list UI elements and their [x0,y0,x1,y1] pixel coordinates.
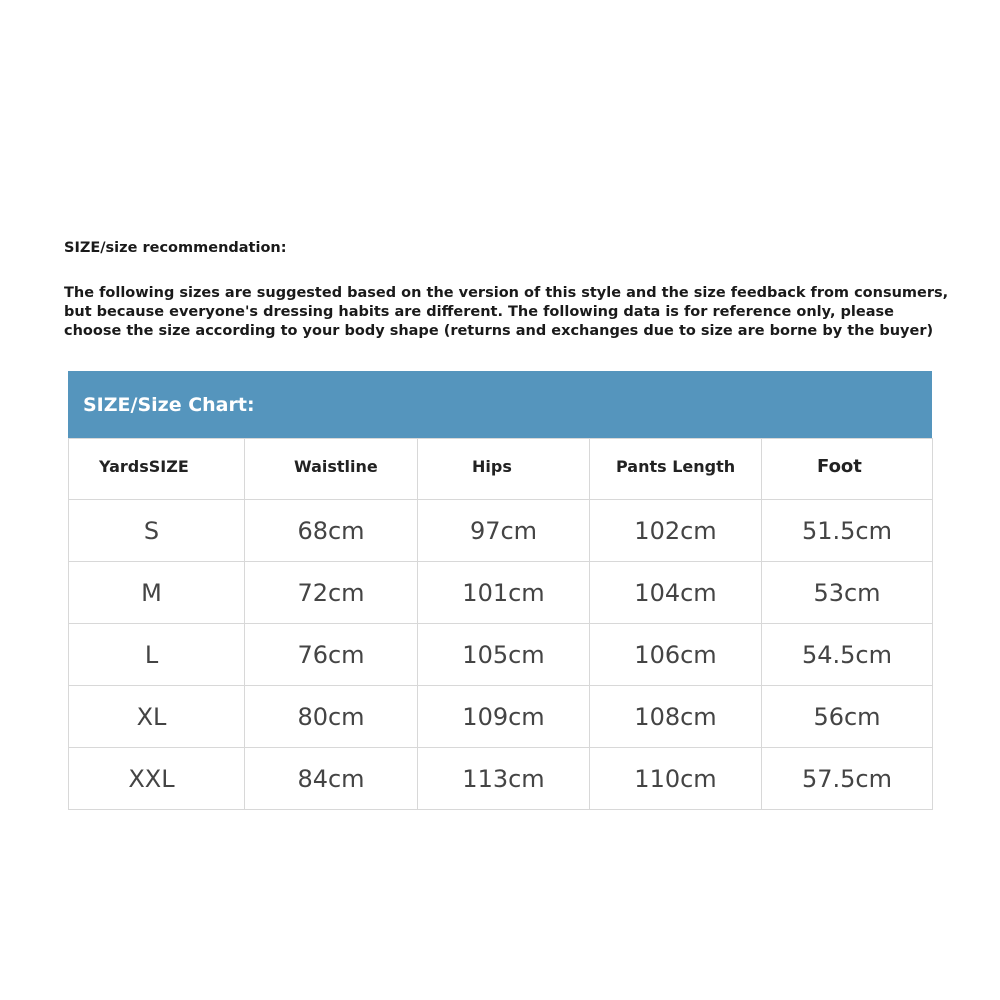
column-header-size: YardsSIZE [69,439,245,500]
cell-pants-length: 102cm [590,500,762,562]
cell-foot: 56cm [762,686,933,748]
cell-size: XXL [69,748,245,810]
cell-pants-length: 106cm [590,624,762,686]
column-header-foot: Foot [762,439,933,500]
cell-pants-length: 104cm [590,562,762,624]
table-row [69,562,933,624]
cell-size: M [69,562,245,624]
cell-size: XL [69,686,245,748]
recommendation-line: The following sizes are suggested based on the version of this style and the size feedback from consumers, [64,285,949,301]
column-header-pants-length: Pants Length [590,439,762,500]
cell-waistline: 84cm [245,748,418,810]
table-row [69,500,933,562]
cell-size: L [69,624,245,686]
column-header-hips: Hips [418,439,590,500]
cell-foot: 57.5cm [762,748,933,810]
cell-foot: 51.5cm [762,500,933,562]
size-chart-header [68,371,932,438]
cell-waistline: 76cm [245,624,418,686]
size-table [68,438,933,810]
table-row [69,624,933,686]
cell-hips: 109cm [418,686,590,748]
column-header-waistline: Waistline [245,439,418,500]
table-row [69,686,933,748]
size-recommendation-text [64,284,949,341]
cell-hips: 113cm [418,748,590,810]
size-recommendation-title: SIZE/size recommendation: [64,240,287,256]
cell-hips: 105cm [418,624,590,686]
table-row [69,748,933,810]
cell-hips: 101cm [418,562,590,624]
table-header-row [69,439,933,500]
recommendation-line: but because everyone's dressing habits are different. The following data is for reference only, please [64,304,894,320]
recommendation-line: choose the size according to your body shape (returns and exchanges due to size are borne by the buyer) [64,323,934,339]
cell-waistline: 68cm [245,500,418,562]
cell-waistline: 72cm [245,562,418,624]
cell-size: S [69,500,245,562]
size-chart [68,371,932,810]
cell-pants-length: 108cm [590,686,762,748]
cell-pants-length: 110cm [590,748,762,810]
cell-foot: 53cm [762,562,933,624]
cell-waistline: 80cm [245,686,418,748]
cell-hips: 97cm [418,500,590,562]
size-chart-title: SIZE/Size Chart: [83,393,255,416]
cell-foot: 54.5cm [762,624,933,686]
